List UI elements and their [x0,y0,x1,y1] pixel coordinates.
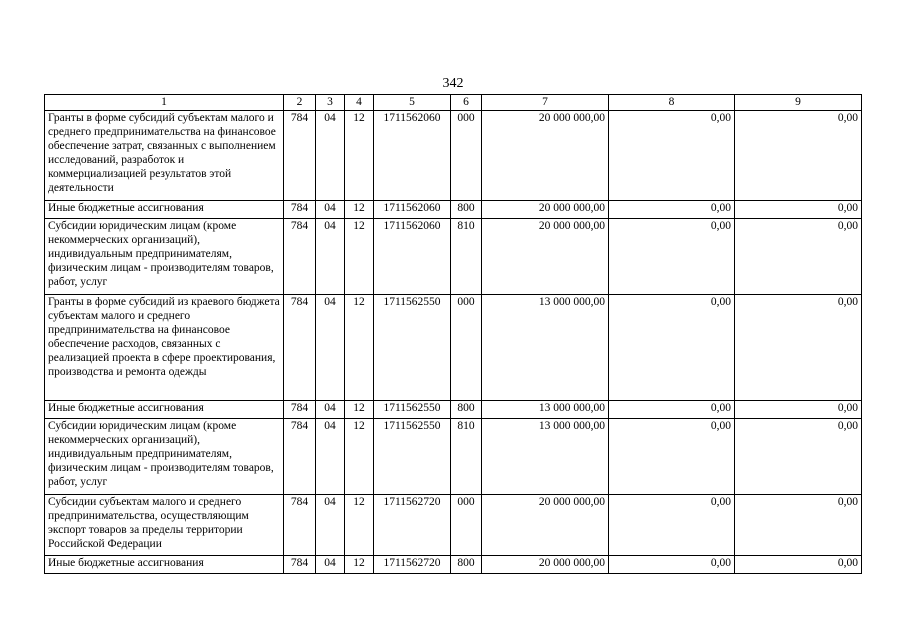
row-name: Гранты в форме субсидий из краевого бюджета субъектам малого и среднего предпринимательства на финансовое обеспечение расходов, связанных с реализацией проекта в сфере проектирования, производства и ремонта одежды [45,295,284,401]
amount-col-8: 0,00 [609,556,735,574]
amount-col-9: 0,00 [735,295,862,401]
row-name: Субсидии юридическим лицам (кроме некоммерческих организаций), индивидуальным предпринимателям, физическим лицам - производителям товаров, работ, услуг [45,219,284,295]
code-col-5: 1711562550 [374,401,451,419]
budget-table [44,94,862,574]
amount-col-8: 0,00 [609,419,735,495]
table-row [45,111,862,201]
code-col-2: 784 [284,295,316,401]
code-col-2: 784 [284,201,316,219]
code-col-5: 1711562060 [374,219,451,295]
table-row [45,419,862,495]
code-col-5: 1711562720 [374,556,451,574]
header-row [45,95,862,111]
amount-col-8: 0,00 [609,201,735,219]
code-col-4: 12 [345,219,374,295]
column-header-8: 8 [609,95,735,111]
code-col-4: 12 [345,201,374,219]
code-col-6: 000 [451,495,482,556]
code-col-6: 810 [451,419,482,495]
column-header-1: 1 [45,95,284,111]
table-row [45,295,862,401]
column-header-4: 4 [345,95,374,111]
code-col-3: 04 [316,419,345,495]
code-col-2: 784 [284,495,316,556]
amount-col-9: 0,00 [735,495,862,556]
amount-col-8: 0,00 [609,295,735,401]
column-header-5: 5 [374,95,451,111]
code-col-3: 04 [316,219,345,295]
code-col-5: 1711562060 [374,201,451,219]
amount-col-7: 20 000 000,00 [482,495,609,556]
table-body [45,111,862,574]
column-header-7: 7 [482,95,609,111]
row-name: Иные бюджетные ассигнования [45,401,284,419]
code-col-2: 784 [284,219,316,295]
code-col-2: 784 [284,401,316,419]
code-col-6: 800 [451,201,482,219]
row-name: Субсидии субъектам малого и среднего предпринимательства, осуществляющим экспорт товаров за пределы территории Российской Федерации [45,495,284,556]
code-col-3: 04 [316,111,345,201]
table-row [45,201,862,219]
table-row [45,401,862,419]
code-col-2: 784 [284,111,316,201]
amount-col-7: 20 000 000,00 [482,219,609,295]
code-col-3: 04 [316,201,345,219]
code-col-6: 800 [451,401,482,419]
code-col-4: 12 [345,556,374,574]
table-row [45,495,862,556]
amount-col-7: 20 000 000,00 [482,201,609,219]
amount-col-9: 0,00 [735,419,862,495]
row-name: Субсидии юридическим лицам (кроме некоммерческих организаций), индивидуальным предпринимателям, физическим лицам - производителям товаров, работ, услуг [45,419,284,495]
code-col-5: 1711562550 [374,419,451,495]
code-col-6: 810 [451,219,482,295]
code-col-5: 1711562720 [374,495,451,556]
amount-col-9: 0,00 [735,556,862,574]
table-header [45,95,862,111]
column-header-6: 6 [451,95,482,111]
amount-col-7: 20 000 000,00 [482,111,609,201]
row-name: Иные бюджетные ассигнования [45,556,284,574]
code-col-4: 12 [345,401,374,419]
amount-col-9: 0,00 [735,401,862,419]
row-name: Иные бюджетные ассигнования [45,201,284,219]
amount-col-8: 0,00 [609,401,735,419]
column-header-9: 9 [735,95,862,111]
code-col-6: 800 [451,556,482,574]
amount-col-9: 0,00 [735,201,862,219]
code-col-3: 04 [316,295,345,401]
code-col-4: 12 [345,295,374,401]
column-header-2: 2 [284,95,316,111]
table-row [45,556,862,574]
column-header-3: 3 [316,95,345,111]
amount-col-8: 0,00 [609,219,735,295]
code-col-3: 04 [316,401,345,419]
code-col-5: 1711562060 [374,111,451,201]
code-col-4: 12 [345,495,374,556]
amount-col-7: 13 000 000,00 [482,295,609,401]
amount-col-7: 13 000 000,00 [482,419,609,495]
code-col-5: 1711562550 [374,295,451,401]
code-col-4: 12 [345,419,374,495]
amount-col-7: 13 000 000,00 [482,401,609,419]
page-number: 342 [442,76,464,91]
code-col-3: 04 [316,556,345,574]
code-col-3: 04 [316,495,345,556]
amount-col-9: 0,00 [735,111,862,201]
amount-col-9: 0,00 [735,219,862,295]
table-row [45,219,862,295]
code-col-4: 12 [345,111,374,201]
code-col-2: 784 [284,556,316,574]
amount-col-8: 0,00 [609,495,735,556]
amount-col-8: 0,00 [609,111,735,201]
row-name: Гранты в форме субсидий субъектам малого и среднего предпринимательства на финансовое обеспечение затрат, связанных с выполнением исследований, разработок и коммерциализацией результатов этой деятельности [45,111,284,201]
amount-col-7: 20 000 000,00 [482,556,609,574]
code-col-6: 000 [451,111,482,201]
code-col-6: 000 [451,295,482,401]
code-col-2: 784 [284,419,316,495]
